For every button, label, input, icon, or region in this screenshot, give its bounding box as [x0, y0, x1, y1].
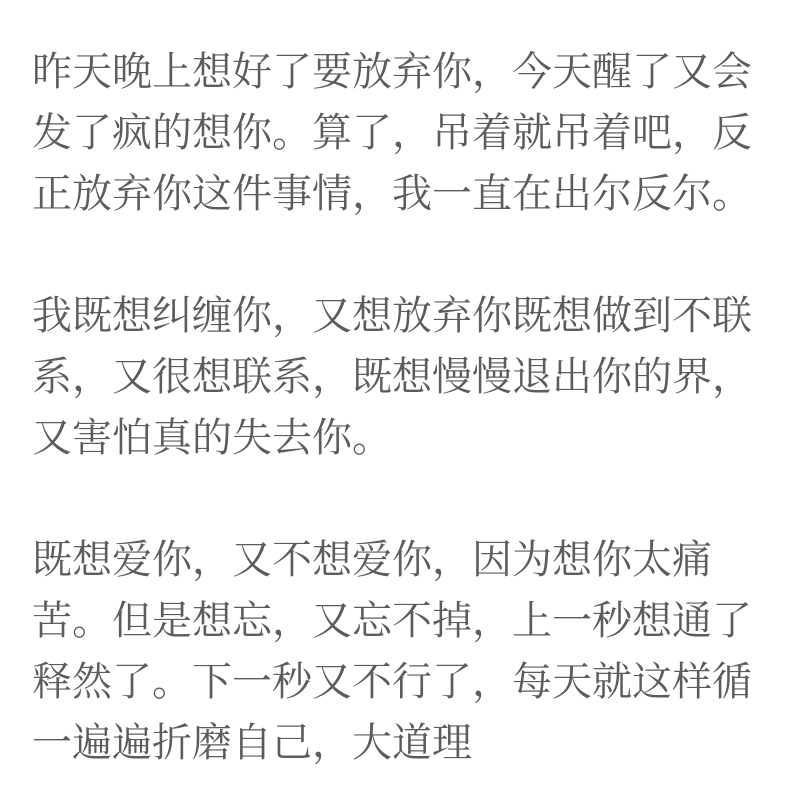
document-text-body [32, 42, 767, 774]
paragraph-1: 昨天晚上想好了要放弃你，今天醒了又会发了疯的想你。算了，吊着就吊着吧，反正放弃你这件事情，我一直在出尔反尔。 [32, 49, 752, 217]
paragraph-2: 我既想纠缠你，又想放弃你既想做到不联系，又很想联系，既想慢慢退出你的界，又害怕真的失去你。 [32, 293, 752, 461]
paragraph-3: 既想爱你，又不想爱你，因为想你太痛苦。但是想忘，又忘不掉，上一秒想通了释然了。下一秒又不行了，每天就这样循一遍遍折磨自己，大道理 [32, 537, 752, 766]
